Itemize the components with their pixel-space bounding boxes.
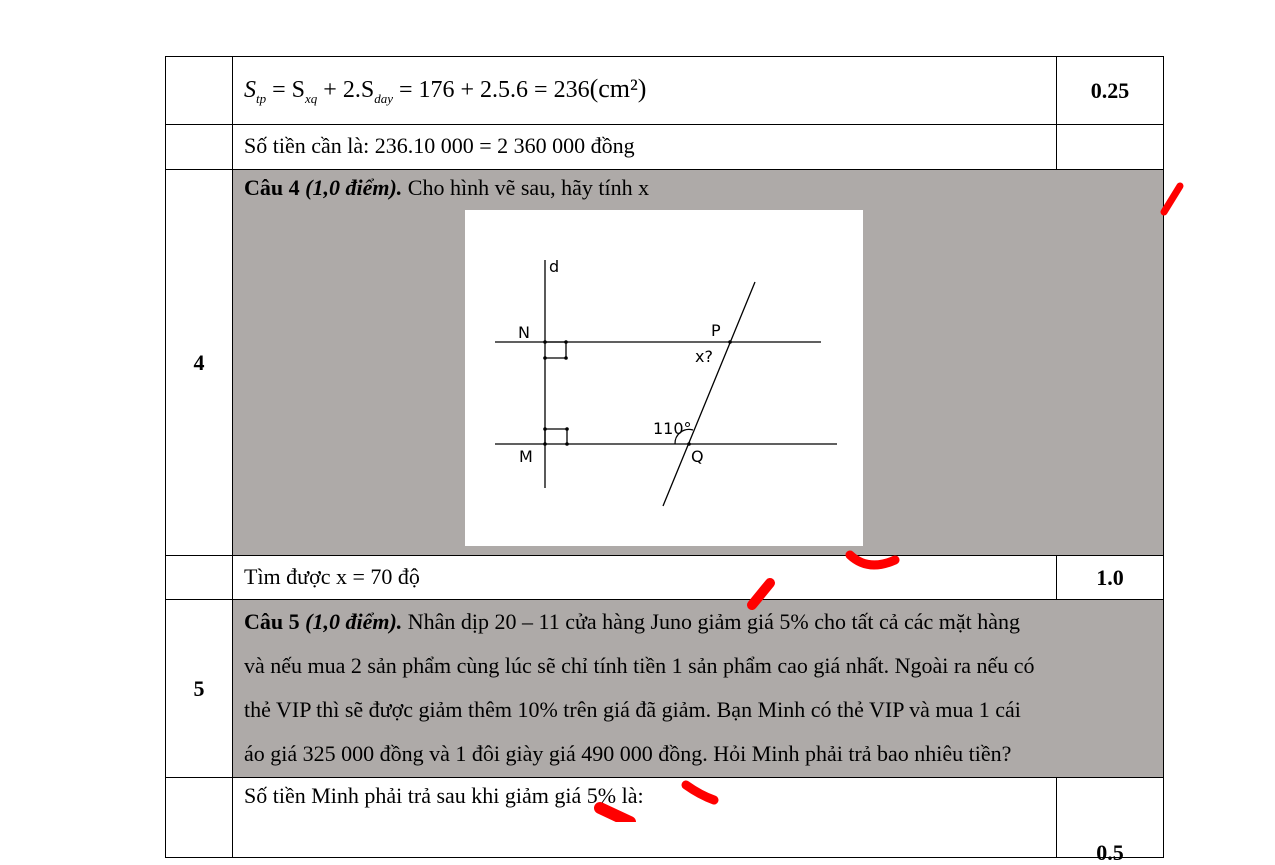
question-label: Câu 4 bbox=[244, 175, 300, 200]
formula-cell bbox=[233, 57, 1057, 125]
formula-unit: (cm²) bbox=[589, 74, 647, 103]
question-number-cell bbox=[166, 57, 233, 125]
score-value: 0.5 bbox=[1096, 840, 1124, 865]
question-line-2: và nếu mua 2 sản phẩm cùng lúc sẽ chỉ tính tiền 1 sản phẩm cao giá nhất. Ngoài ra nếu có bbox=[244, 653, 1035, 678]
question-number-cell: 5 bbox=[166, 600, 233, 778]
label-q: Q bbox=[691, 447, 704, 466]
score-cell: 1.0 bbox=[1057, 556, 1164, 600]
score-cell: 0.25 bbox=[1057, 57, 1164, 125]
label-d: d bbox=[549, 257, 560, 276]
table-row bbox=[166, 778, 1164, 858]
question-cell bbox=[233, 170, 1164, 556]
question-body: Cho hình vẽ sau, hãy tính x bbox=[407, 175, 650, 200]
answer-text: Tìm được x = 70 độ bbox=[244, 564, 420, 589]
table-row bbox=[166, 170, 1164, 556]
answer-cell bbox=[233, 778, 1057, 858]
answer-text: Số tiền Minh phải trả sau khi giảm giá 5% là: bbox=[244, 783, 644, 808]
question-points: (1,0 điểm). bbox=[305, 609, 403, 634]
label-m: M bbox=[519, 447, 533, 466]
answer-cell bbox=[233, 125, 1057, 170]
label-n: N bbox=[518, 323, 530, 342]
question-number-cell: 4 bbox=[166, 170, 233, 556]
answer-table bbox=[165, 56, 1164, 865]
question-body: Nhân dịp 20 – 11 cửa hàng Juno giảm giá 5% cho tất cả các mặt hàng bbox=[407, 609, 1021, 634]
formula-symbol: S bbox=[244, 77, 256, 103]
formula-part-2: + 2.S bbox=[317, 77, 375, 103]
table-row bbox=[166, 125, 1164, 170]
score-cell bbox=[1057, 125, 1164, 170]
formula-sub-day: day bbox=[374, 90, 393, 106]
answer-text: Số tiền cần là: 236.10 000 = 2 360 000 đồng bbox=[244, 133, 635, 158]
formula-result: = 176 + 2.5.6 = 236 bbox=[392, 77, 590, 103]
question-label: Câu 5 bbox=[244, 609, 300, 634]
question-cell bbox=[233, 600, 1164, 778]
table-row bbox=[166, 57, 1164, 125]
score-cell bbox=[1057, 778, 1164, 865]
question-line-1 bbox=[244, 600, 1157, 644]
geometry-figure bbox=[465, 210, 863, 546]
answer-cell bbox=[233, 556, 1057, 600]
question-line-3: thẻ VIP thì sẽ được giảm thêm 10% trên giá đã giảm. Bạn Minh có thẻ VIP và mua 1 cái bbox=[244, 697, 1021, 722]
formula-sub-xq: xq bbox=[305, 90, 318, 106]
table-row bbox=[166, 600, 1164, 778]
question-line-4: áo giá 325 000 đồng và 1 đôi giày giá 490 000 đồng. Hỏi Minh phải trả bao nhiêu tiền? bbox=[244, 741, 1012, 766]
label-p: P bbox=[711, 321, 721, 340]
question-points: (1,0 điểm). bbox=[305, 175, 403, 200]
surface-area-formula bbox=[244, 61, 1046, 121]
question-number-cell bbox=[166, 125, 233, 170]
label-x: x? bbox=[695, 347, 713, 366]
question-number-cell bbox=[166, 556, 233, 600]
question-number-cell bbox=[166, 778, 233, 858]
formula-sub-tp: tp bbox=[256, 90, 267, 106]
question-text bbox=[244, 174, 1153, 202]
formula-part: = S bbox=[266, 77, 306, 103]
table-row bbox=[166, 556, 1164, 600]
label-angle: 110° bbox=[653, 419, 692, 438]
